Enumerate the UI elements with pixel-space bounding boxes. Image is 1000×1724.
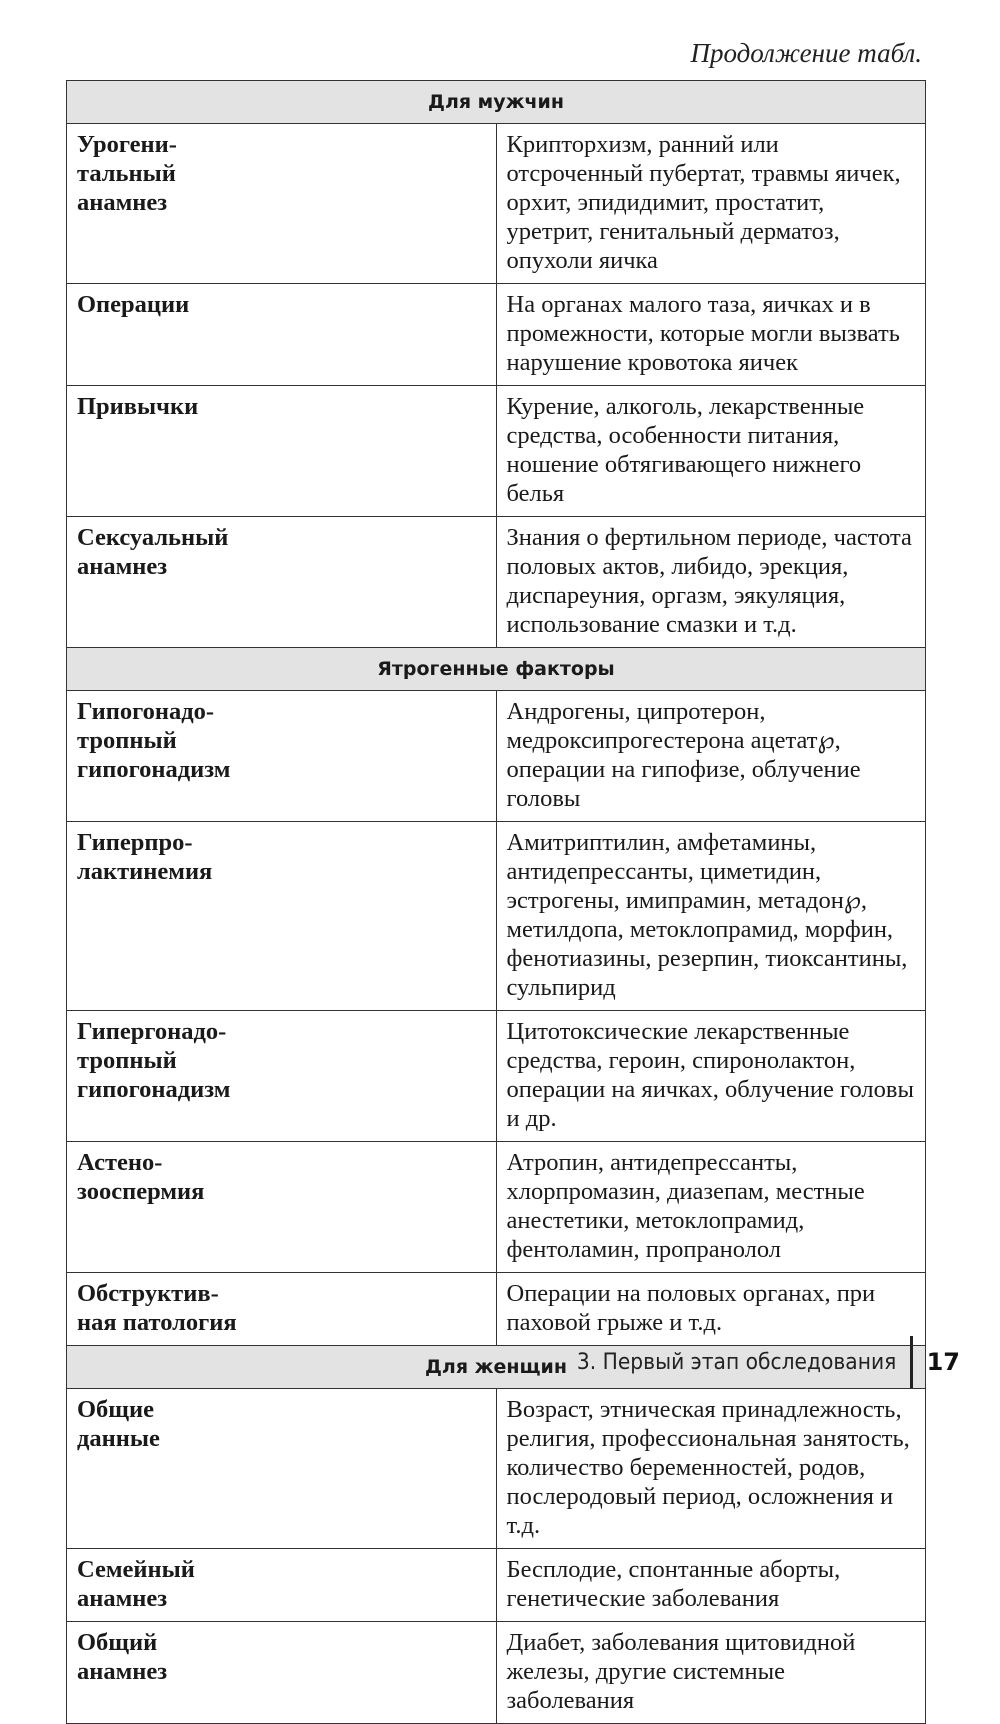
- row-label-text: Гипогонадо- тропный гипогонадизм: [77, 698, 231, 783]
- row-description: Амитриптилин, амфетамины, антидепрессанты, циметидин, эстрогены, имипрамин, метадон℘, метилдопа, метоклопрамид, морфин, фенотиазины, резерпин, тиоксантины, сульпирид: [496, 822, 926, 1011]
- row-label-text: Гиперпро- лактинемия: [77, 829, 213, 885]
- row-label: [67, 1549, 497, 1622]
- page-number: 17: [926, 1348, 960, 1376]
- table-row: [67, 386, 926, 517]
- row-description: Операции на половых органах, при паховой грыже и т.д.: [496, 1273, 926, 1346]
- row-label: [67, 822, 497, 1011]
- row-label-text: Привычки: [77, 393, 199, 420]
- row-label-text: Гипергонадо- тропный гипогонадизм: [77, 1018, 231, 1103]
- table-row: [67, 1549, 926, 1622]
- table-row: [67, 1011, 926, 1142]
- row-label: [67, 517, 497, 648]
- page-footer: [548, 1336, 960, 1388]
- row-label-text: Семейный анамнез: [77, 1556, 195, 1612]
- table-row: [67, 822, 926, 1011]
- row-label: [67, 1389, 497, 1549]
- row-label: [67, 284, 497, 386]
- row-label: [67, 1142, 497, 1273]
- row-label: [67, 1622, 497, 1724]
- row-description: Цитотоксические лекарственные средства, героин, спиронолактон, операции на яичках, облучение головы и др.: [496, 1011, 926, 1142]
- row-description: Курение, алкоголь, лекарственные средства, особенности питания, ношение обтягивающего нижнего белья: [496, 386, 926, 517]
- table-row: [67, 1273, 926, 1346]
- table-row: [67, 284, 926, 386]
- row-description: Знания о фертильном периоде, частота половых актов, либидо, эрекция, диспареуния, оргазм, эякуляция, использование смазки и т.д.: [496, 517, 926, 648]
- row-label: [67, 691, 497, 822]
- row-label-text: Сексуальный анамнез: [77, 524, 229, 580]
- section-heading-men: Для мужчин: [67, 81, 926, 124]
- row-label-text: Общий анамнез: [77, 1629, 168, 1685]
- table-row: [67, 691, 926, 822]
- row-description: Андрогены, ципротерон, медроксипрогестерона ацетат℘, операции на гипофизе, облучение головы: [496, 691, 926, 822]
- table-row: [67, 517, 926, 648]
- table-row: [67, 124, 926, 284]
- row-label-text: Операции: [77, 291, 190, 318]
- table-row: [67, 1142, 926, 1273]
- row-label-text: Астено- зооспермия: [77, 1149, 205, 1205]
- table-row: [67, 1622, 926, 1724]
- section-row: [67, 648, 926, 691]
- chapter-title: 3. Первый этап обследования: [577, 1350, 897, 1375]
- row-label-text: Урогени- тальный анамнез: [77, 131, 177, 216]
- row-description: Атропин, антидепрессанты, хлорпромазин, диазепам, местные анестетики, метоклопрамид, фентоламин, пропранолол: [496, 1142, 926, 1273]
- row-label: [67, 1273, 497, 1346]
- row-description: Возраст, этническая принадлежность, религия, профессиональная занятость, количество беременностей, родов, послеродовый период, осложнения и т.д.: [496, 1389, 926, 1549]
- section-heading-women: Для женщин: [67, 1346, 926, 1389]
- row-description: Крипторхизм, ранний или отсроченный пубертат, травмы яичек, орхит, эпидидимит, простатит, уретрит, генитальный дерматоз, опухоли яичка: [496, 124, 926, 284]
- anamnesis-table: [66, 80, 926, 1724]
- row-label-text: Общие данные: [77, 1396, 160, 1452]
- row-description: Бесплодие, спонтанные аборты, генетические заболевания: [496, 1549, 926, 1622]
- row-label-text: Обструктив- ная патология: [77, 1280, 237, 1336]
- section-row: [67, 81, 926, 124]
- row-label: [67, 124, 497, 284]
- table-caption: Продолжение табл.: [690, 38, 922, 68]
- row-label: [67, 1011, 497, 1142]
- table-row: [67, 1389, 926, 1549]
- row-label: [67, 386, 497, 517]
- row-description: На органах малого таза, яичках и в промежности, которые могли вызвать нарушение кровотока яичек: [496, 284, 926, 386]
- row-description: Диабет, заболевания щитовидной железы, другие системные заболевания: [496, 1622, 926, 1724]
- section-heading-iatrogenic: Ятрогенные факторы: [67, 648, 926, 691]
